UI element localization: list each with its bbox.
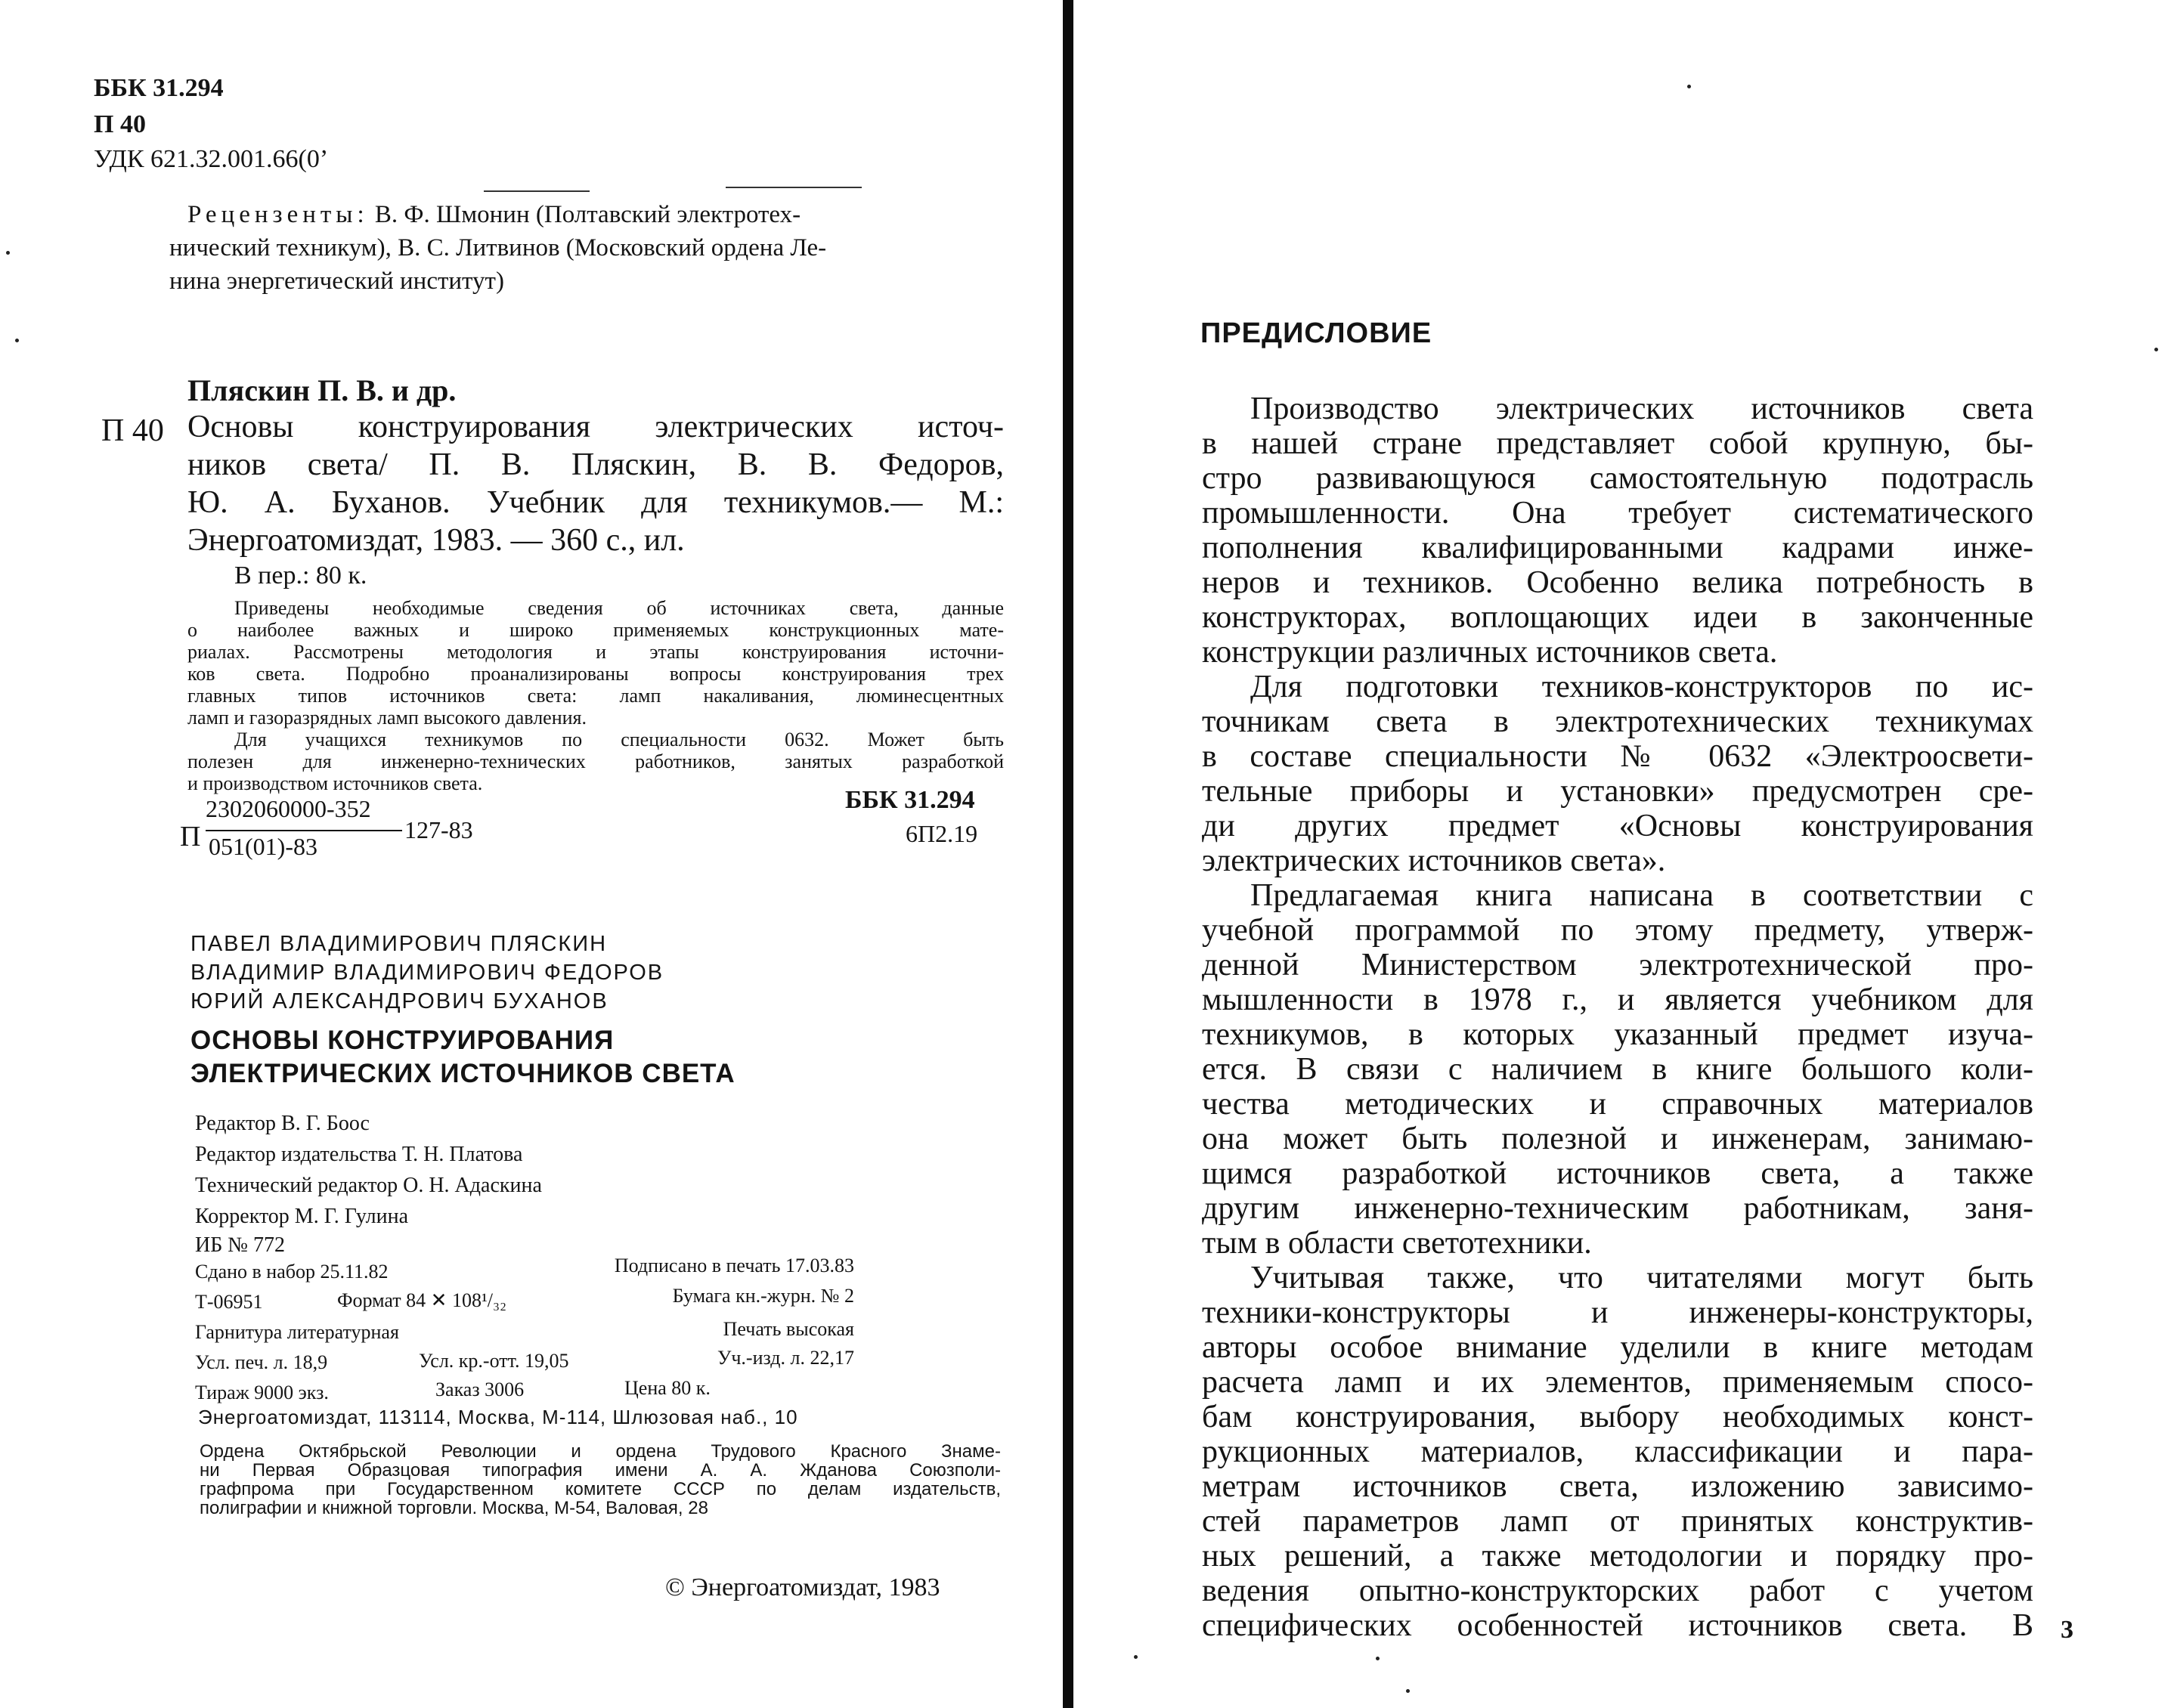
scan-speck xyxy=(15,339,19,342)
code-denominator: 051(01)-83 xyxy=(209,833,317,860)
code-prefix: П xyxy=(180,821,201,852)
card-bbk-sub: 6П2.19 xyxy=(906,820,978,847)
preface-paragraph: Учитывая также, что читателями могут быть техники-конструкторы и инженеры-конструкторы, авторы особое внимание уделили в книге методам расчета ламп и их элементов, применяемым спосо- бам конструирования, выбору необходимых конст- рукционных материалов, классификации и пара- метрам источников света, изложению зависимо- стей параметров ламп от принятых конструктив- ных решений, а также методологии и порядку про- ведения опытно-конструкторских работ с учетом специфических особенностей источников света. В xyxy=(1202,1261,2033,1643)
preface-heading: ПРЕДИСЛОВИЕ xyxy=(1200,317,1432,349)
code-suffix: 127-83 xyxy=(404,816,473,843)
publisher-address: Энергоатомиздат, 113114, Москва, М-114, Шлюзовая наб., 10 xyxy=(198,1406,798,1428)
author-name: ЮРИЙ АЛЕКСАНДРОВИЧ БУХАНОВ xyxy=(190,989,609,1013)
editor-line: Редактор В. Г. Боос xyxy=(195,1112,370,1135)
scan-speck xyxy=(1406,1689,1410,1693)
card-entry-line: Энергоатомиздат, 1983. — 360 с., ил. xyxy=(187,523,685,558)
scan-speck xyxy=(1134,1655,1138,1659)
imprint-row: Тираж 9000 экз. Заказ 3006 Цена 80 к. xyxy=(195,1377,711,1403)
scan-speck xyxy=(1687,85,1691,88)
card-entry-line: ников света/ П. В. Пляскин, В. В. Федоров, xyxy=(187,447,1004,482)
bbk-code: ББК 31.294 xyxy=(94,74,224,102)
imprint-ib: ИБ № 772 xyxy=(195,1233,286,1257)
author-name: ВЛАДИМИР ВЛАДИМИРОВИЧ ФЕДОРОВ xyxy=(190,961,664,985)
editor-line: Корректор М. Г. Гулина xyxy=(195,1205,408,1228)
authors-full xyxy=(190,930,664,1016)
editor-line: Редактор издательства Т. Н. Платова xyxy=(195,1143,523,1166)
copyright: © Энергоатомиздат, 1983 xyxy=(665,1573,940,1601)
reviewers-line-2: нический техникум), В. С. Литвинов (Московский ордена Ле- xyxy=(169,234,827,261)
editor-line: Технический редактор О. Н. Адаскина xyxy=(195,1174,542,1197)
imprint-row: Т-06951 Формат 84 ✕ 108¹/₃₂ Бумага кн.-журн. № 2 xyxy=(195,1285,854,1313)
card-entry-line: Ю. А. Буханов. Учебник для техникумов.— М.: xyxy=(187,485,1004,520)
page-number: 3 xyxy=(2061,1616,2073,1644)
card-shelf-mark: П 40 xyxy=(101,413,164,448)
reviewers-block xyxy=(169,198,827,298)
preface-paragraph: Производство электрических источников света в нашей стране представляет собой крупную, бы- стро развивающуюся самостоятельную подотрасль промышленности. Она требует систематического пополнения квалифицированными кадрами инже- неров и техников. Особенно велика потребность в конструкторах, воплощающих идеи в законченные конструкции различных источников света. xyxy=(1202,391,2033,670)
imprint-row: Сдано в набор 25.11.82 Подписано в печать 17.03.83 xyxy=(195,1255,854,1283)
imprint-row: Усл. печ. л. 18,9 Усл. кр.-отт. 19,05 Уч.-изд. л. 22,17 xyxy=(195,1347,854,1373)
index-code: П 40 xyxy=(94,110,146,138)
preface-text xyxy=(1202,391,2033,1643)
left-page xyxy=(0,0,1058,1708)
preface-paragraph: Предлагаемая книга написана в соответствии с учебной программой по этому предмету, утверж- денной Министерством электротехнической про- мышленности в 1978 г., и является учебником для техникумов, в которых указанный предмет изуча- ется. В связи с наличием в книге большого коли- чества методических и справочных материалов она может быть полезной и инженерам, занимаю- щимся разработкой источников света, а также другим инженерно-техническим работникам, заня- тым в области светотехники. xyxy=(1202,878,2033,1261)
scan-rule xyxy=(484,190,590,192)
imprint-row: Гарнитура литературная Печать высокая xyxy=(195,1318,854,1343)
scan-speck xyxy=(1376,1657,1380,1660)
author-name: ПАВЕЛ ВЛАДИМИРОВИЧ ПЛЯСКИН xyxy=(190,932,608,956)
code-fraction-line xyxy=(206,830,402,831)
card-entry xyxy=(187,408,1004,559)
card-bbk: ББК 31.294 xyxy=(845,786,975,814)
preface-paragraph: Для подготовки техников-конструкторов по ис- точникам света в электротехнических техникумах в составе специальности № 0632 «Электроосвети- тельные приборы и установки» предусмотрен сре- ди других предмет «Основы конструирования электрических источников света». xyxy=(1202,670,2033,878)
printer-info: Ордена Октябрьской Революции и ордена Трудового Красного Знаме- ни Первая Образцовая типография имени А. А. Жданова Союзполи- графпрома при Государственном комитете СССР по делам издательств, полиграфии и книжной торговли. Москва, М-54, Валовая, 28 xyxy=(200,1441,1001,1518)
reviewers-line-1: Рецензенты: В. Ф. Шмонин (Полтавский электротех- xyxy=(187,201,801,228)
book-title-line: ОСНОВЫ КОНСТРУИРОВАНИЯ xyxy=(190,1026,615,1055)
scan-rule xyxy=(726,187,862,188)
reviewers-label: Рецензенты: xyxy=(187,201,369,228)
udk-code: УДК 621.32.001.66(0’ xyxy=(94,145,329,173)
imprint-table xyxy=(195,1255,854,1406)
editors xyxy=(195,1108,542,1232)
right-page xyxy=(1081,0,2174,1708)
card-annotation: Приведены необходимые сведения об источниках света, данные о наиболее важных и широко применяемых конструкционных мате- риалах. Рассмотрены методология и этапы конструирования источни- ков света. Подробно проанализированы вопросы конструирования трех главных типов источников света: ламп накаливания, люминесцентных ламп и газоразрядных ламп высокого давления. Для учащихся техникумов по специальности 0632. Может быть полезен для инженерно-технических работников, занятых разработкой и производством источников света. xyxy=(187,597,1004,794)
card-entry-line: Основы конструирования электрических источ- xyxy=(187,410,1004,444)
reviewers-line-3: нина энергетический институт) xyxy=(169,268,504,295)
scan-speck xyxy=(2154,348,2158,351)
scan-speck xyxy=(6,251,10,255)
card-price: В пер.: 80 к. xyxy=(234,562,367,589)
book-title xyxy=(190,1024,736,1091)
book-spine-shadow xyxy=(1063,0,1073,1708)
code-numerator: 2302060000-352 xyxy=(206,795,371,822)
book-title-line: ЭЛЕКТРИЧЕСКИХ ИСТОЧНИКОВ СВЕТА xyxy=(190,1059,736,1088)
card-authors-heading: Пляскин П. В. и др. xyxy=(187,373,457,407)
